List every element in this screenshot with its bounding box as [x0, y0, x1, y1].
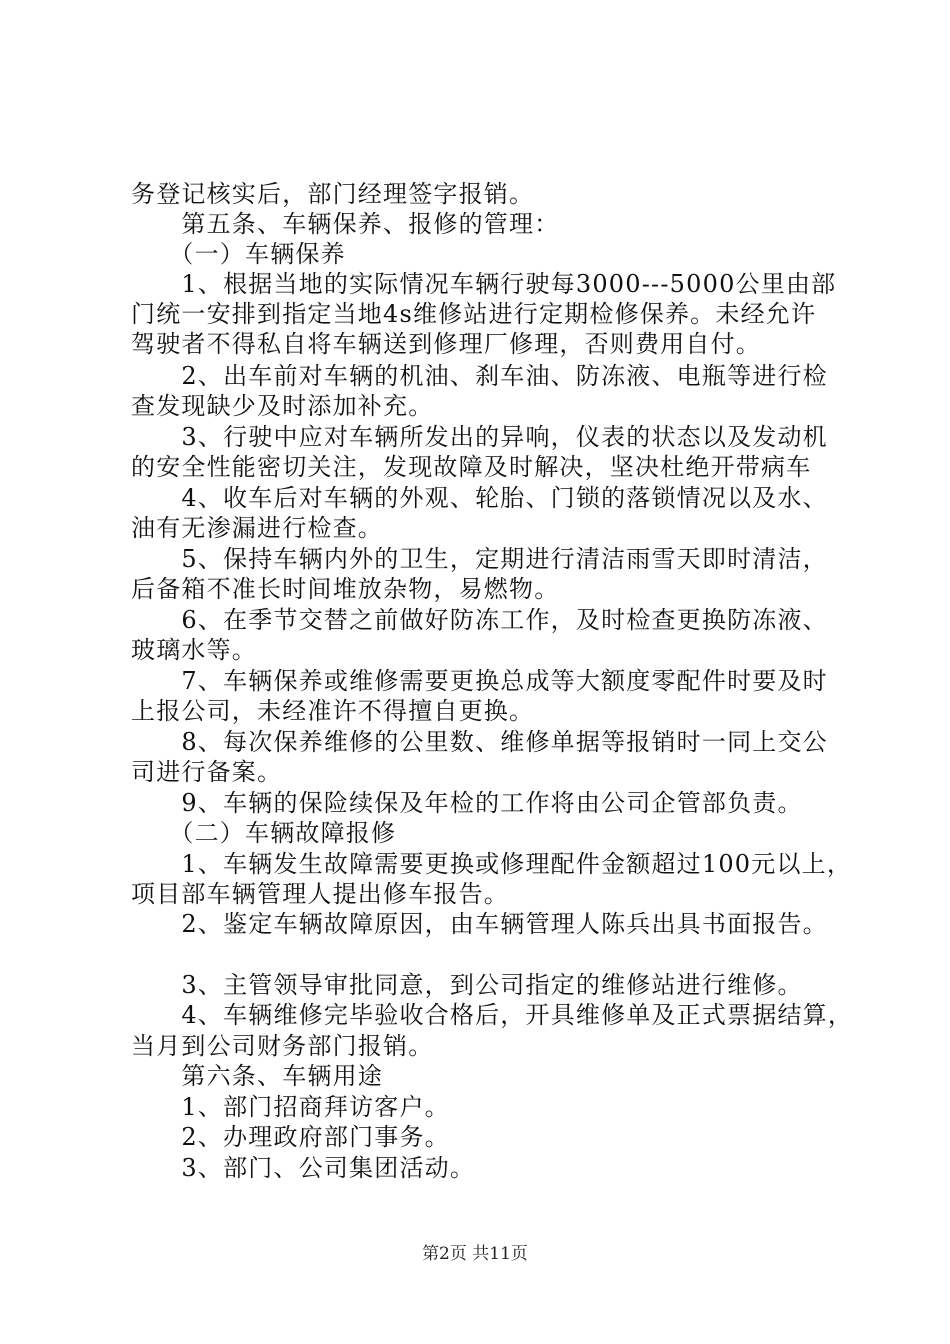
section-heading: 第六条、车辆用途 — [131, 1062, 383, 1090]
list-item: 1、部门招商拜访客户。 — [131, 1093, 450, 1121]
body-text-line: 9、车辆的保险续保及年检的工作将由公司企管部负责。 — [131, 789, 803, 817]
body-text-line: 当月到公司财务部门报销。 — [131, 1032, 434, 1060]
body-text-line: 项目部车辆管理人提出修车报告。 — [131, 880, 509, 908]
body-text-line: 2、出车前对车辆的机油、刹车油、防冻液、电瓶等进行检 — [131, 362, 828, 390]
body-text-line: 4、车辆维修完毕验收合格后，开具维修单及正式票据结算， — [131, 1001, 854, 1029]
body-text-line: 驾驶者不得私自将车辆送到修理厂修理，否则费用自付。 — [131, 330, 761, 358]
body-text-line: 5、保持车辆内外的卫生，定期进行清洁雨雪天即时清洁， — [131, 545, 828, 573]
body-text-line: 的安全性能密切关注，发现故障及时解决，坚决杜绝开带病车 — [131, 453, 812, 481]
body-text-line: 7、车辆保养或维修需要更换总成等大额度零配件时要及时 — [131, 667, 828, 695]
body-text-line: 查发现缺少及时添加补充。 — [131, 392, 434, 420]
body-text-line: 玻璃水等。 — [131, 636, 257, 664]
body-text-line: 油有无渗漏进行检查。 — [131, 514, 383, 542]
body-text-line: 上报公司，未经准许不得擅自更换。 — [131, 697, 535, 725]
body-text-line: 3、主管领导审批同意，到公司指定的维修站进行维修。 — [131, 971, 803, 999]
body-text-line: 司进行备案。 — [131, 758, 283, 786]
body-text-line: 4、收车后对车辆的外观、轮胎、门锁的落锁情况以及水、 — [131, 484, 828, 512]
body-text-line: 1、车辆发生故障需要更换或修理配件金额超过100元以上， — [131, 850, 853, 878]
body-text-line: 后备箱不准长时间堆放杂物，易燃物。 — [131, 575, 560, 603]
subsection-heading: （二）车辆故障报修 — [131, 819, 397, 847]
body-text-line: 1、根据当地的实际情况车辆行驶每3000---5000公里由部 — [131, 270, 837, 298]
body-text-line: 务登记核实后，部门经理签字报销。 — [131, 180, 535, 208]
body-text-line: 门统一安排到指定当地4s维修站进行定期检修保养。未经允许 — [131, 300, 817, 328]
body-text-line: 8、每次保养维修的公里数、维修单据等报销时一同上交公 — [131, 728, 828, 756]
list-item: 2、办理政府部门事务。 — [131, 1123, 450, 1151]
body-text-line: 3、行驶中应对车辆所发出的异响，仪表的状态以及发动机 — [131, 423, 828, 451]
section-heading: 第五条、车辆保养、报修的管理： — [131, 210, 560, 238]
body-text-line: 6、在季节交替之前做好防冻工作，及时检查更换防冻液、 — [131, 606, 828, 634]
list-item: 3、部门、公司集团活动。 — [131, 1154, 476, 1182]
subsection-heading: （一）车辆保养 — [131, 240, 346, 268]
body-text-line: 2、鉴定车辆故障原因，由车辆管理人陈兵出具书面报告。 — [131, 910, 828, 938]
page-number-footer: 第2页 共11页 — [422, 1244, 528, 1264]
